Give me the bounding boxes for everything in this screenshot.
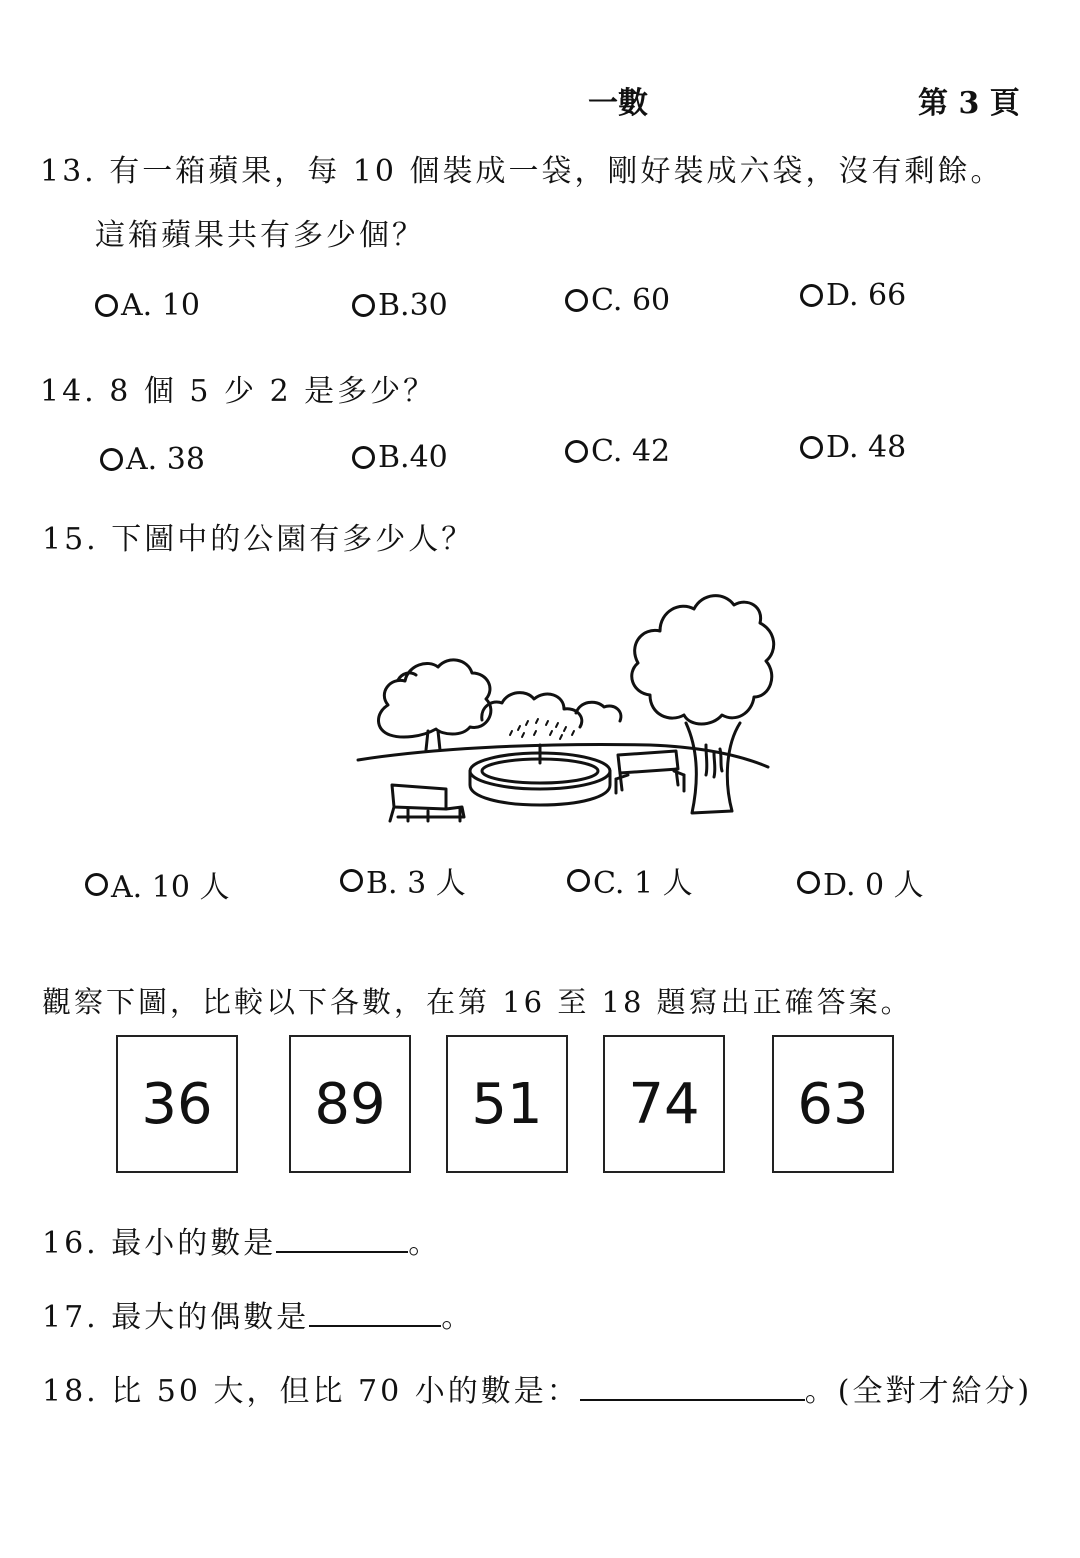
question-17: 17. 最大的偶數是 。 xyxy=(42,1292,474,1336)
radio-circle-icon[interactable] xyxy=(565,440,588,463)
q13-option-b[interactable]: B.30 xyxy=(352,288,448,323)
radio-circle-icon[interactable] xyxy=(567,869,590,892)
radio-circle-icon[interactable] xyxy=(85,873,108,896)
number-box: 36 xyxy=(116,1035,238,1173)
park-illustration xyxy=(350,585,780,825)
q14-option-a[interactable]: A. 38 xyxy=(100,442,205,477)
q13-option-a[interactable]: A. 10 xyxy=(95,288,200,323)
radio-circle-icon[interactable] xyxy=(95,294,118,317)
radio-circle-icon[interactable] xyxy=(800,436,823,459)
q14-option-b[interactable]: B.40 xyxy=(352,440,448,475)
number-box: 51 xyxy=(446,1035,568,1173)
q15-option-b[interactable]: B. 3 人 xyxy=(340,858,466,902)
radio-circle-icon[interactable] xyxy=(352,446,375,469)
q14-option-c[interactable]: C. 42 xyxy=(565,434,670,469)
radio-circle-icon[interactable] xyxy=(565,289,588,312)
question-13-line2: 這箱蘋果共有多少個？ xyxy=(95,218,425,253)
number-box: 74 xyxy=(603,1035,725,1173)
question-14: 14. 8 個 5 少 2 是多少？ xyxy=(40,374,437,409)
q14-option-d[interactable]: D. 48 xyxy=(800,430,906,465)
question-15: 15. 下圖中的公園有多少人？ xyxy=(42,522,475,557)
question-16: 16. 最小的數是 。 xyxy=(42,1218,441,1262)
subject-title: 一數 xyxy=(588,86,648,121)
q13-option-d[interactable]: D. 66 xyxy=(800,278,906,313)
answer-blank-18[interactable] xyxy=(580,1371,805,1401)
q15-option-d[interactable]: D. 0 人 xyxy=(797,860,924,904)
answer-blank-16[interactable] xyxy=(276,1223,408,1253)
instruction-text: 觀察下圖，比較以下各數，在第 16 至 18 題寫出正確答案。 xyxy=(42,985,913,1019)
radio-circle-icon[interactable] xyxy=(797,871,820,894)
radio-circle-icon[interactable] xyxy=(800,284,823,307)
question-13-line1: 13. 有一箱蘋果，每 10 個裝成一袋，剛好裝成六袋，沒有剩餘。 xyxy=(40,154,1004,189)
q13-option-c[interactable]: C. 60 xyxy=(565,283,670,318)
radio-circle-icon[interactable] xyxy=(340,869,363,892)
radio-circle-icon[interactable] xyxy=(352,294,375,317)
q15-option-a[interactable]: A. 10 人 xyxy=(85,862,229,906)
number-box: 89 xyxy=(289,1035,411,1173)
q15-option-c[interactable]: C. 1 人 xyxy=(567,858,693,902)
page-number: 第 3 頁 xyxy=(918,86,1020,121)
answer-blank-17[interactable] xyxy=(309,1297,441,1327)
question-18: 18. 比 50 大，但比 70 小的數是： 。(全對才給分) xyxy=(42,1366,1032,1410)
number-box: 63 xyxy=(772,1035,894,1173)
radio-circle-icon[interactable] xyxy=(100,448,123,471)
